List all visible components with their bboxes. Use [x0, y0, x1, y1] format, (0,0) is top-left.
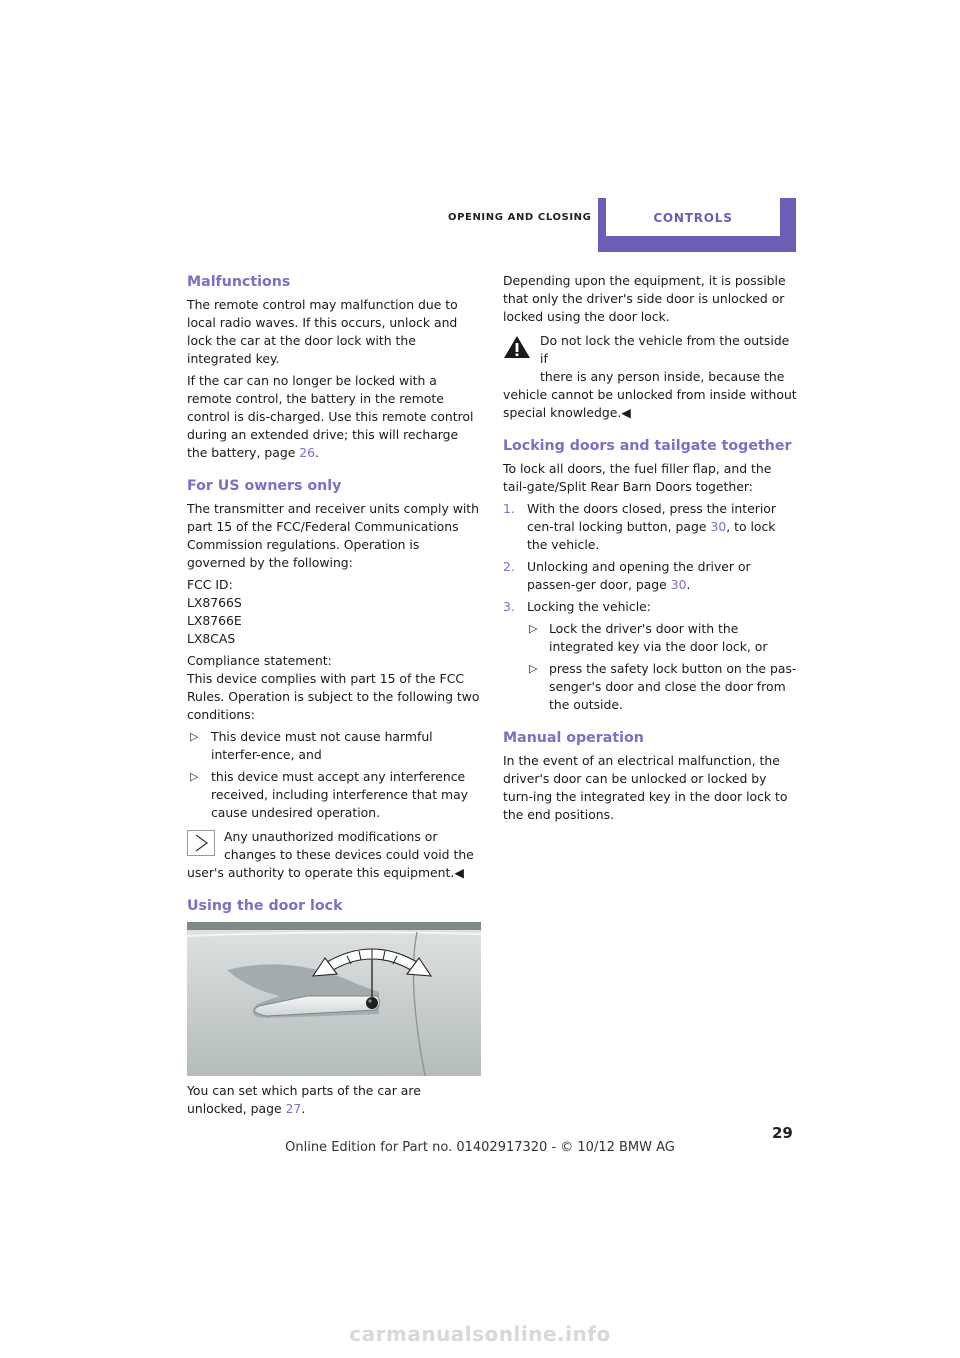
compliance-statement: Compliance statement: This device complies with part 15 of the FCC Rules. Operation is subject to the following two conditions: [187, 653, 480, 722]
heading-us-owners: For US owners only [187, 478, 342, 494]
end-mark-icon: ◀ [621, 405, 631, 420]
end-mark-icon: ◀ [454, 865, 464, 880]
list-item: ▷ this device must accept any interference received, including interference that may cause undesired operation. [190, 769, 469, 820]
bullet-arrow-icon: ▷ [190, 770, 199, 783]
bullet-arrow-icon: ▷ [529, 662, 538, 675]
caption: You can set which parts of the car are unlocked, page 27. [187, 1083, 421, 1116]
fcc-id: LX8766S [187, 595, 242, 610]
warning-block: Do not lock the vehicle from the outside if there is any person inside, because the vehicle cannot be unlocked from inside without special knowledge.◀ [503, 333, 797, 420]
page-link[interactable]: 26 [299, 445, 316, 460]
chapter-tab-label: CONTROLS [606, 198, 780, 236]
right-column [503, 272, 797, 824]
door-handle-image [187, 922, 481, 1076]
fcc-id-block [187, 576, 481, 648]
fcc-label: FCC ID: [187, 577, 233, 592]
warning-triangle-icon [503, 334, 531, 360]
list-item: 3. Locking the vehicle: [503, 599, 651, 614]
heading-locking-together: Locking doors and tailgate together [503, 438, 792, 454]
section-title: OPENING AND CLOSING [448, 212, 592, 223]
bullet-arrow-icon: ▷ [529, 622, 538, 635]
page-link[interactable]: 27 [285, 1101, 302, 1116]
sub-list [503, 620, 797, 714]
heading-malfunctions: Malfunctions [187, 274, 291, 290]
page-link[interactable]: 30 [670, 577, 687, 592]
page-number: 29 [772, 1124, 793, 1142]
page-link[interactable]: 30 [710, 519, 727, 534]
fcc-id: LX8CAS [187, 631, 236, 646]
list-item: ▷ press the safety lock button on the pas-senger's door and close the door from the outside. [529, 661, 797, 712]
note-arrow-icon [187, 830, 215, 856]
watermark: carmanualsonline.info [349, 1322, 611, 1346]
list-item: ▷ This device must not cause harmful interfer-ence, and [190, 729, 433, 762]
paragraph: The transmitter and receiver units comply with part 15 of the FCC/Federal Communications Commission regulations. Operation is governed by the following: [187, 501, 480, 570]
paragraph: If the car can no longer be locked with a remote control, the battery in the remote control is dis-charged. Use this remote control during an extended drive; this will recharge the battery, page 26. [187, 373, 474, 460]
paragraph: The remote control may malfunction due to local radio waves. If this occurs, unlock and lock the car at the door lock with the integrated key. [187, 297, 458, 366]
list-item: ▷ Lock the driver's door with the integrated key via the door lock, or [529, 621, 768, 654]
paragraph: Depending upon the equipment, it is possible that only the driver's side door is unlocked or locked using the door lock. [503, 273, 786, 324]
door-lock-illustration [187, 922, 481, 1076]
paragraph: In the event of an electrical malfunction, the driver's door can be unlocked or locked by turn-ing the integrated key in the door lock to the end positions. [503, 753, 788, 822]
heading-door-lock: Using the door lock [187, 898, 343, 914]
bullet-arrow-icon: ▷ [190, 730, 199, 743]
fcc-id: LX8766E [187, 613, 242, 628]
note-block: Any unauthorized modifications or changes to these devices could void the user's authority to operate this equipment.◀ [187, 829, 474, 880]
footer-edition: Online Edition for Part no. 01402917320 - © 10/12 BMW AG [285, 1140, 675, 1155]
paragraph: To lock all doors, the fuel filler flap, and the tail-gate/Split Rear Barn Doors together: [503, 461, 772, 494]
heading-manual-operation: Manual operation [503, 730, 644, 746]
list-item: 2. Unlocking and opening the driver or passen-ger door, page 30. [503, 559, 751, 592]
left-column [187, 272, 481, 1118]
chapter-tab [598, 198, 796, 252]
list-item: 1. With the doors closed, press the interior cen-tral locking button, page 30, to lock the vehicle. [503, 501, 776, 552]
